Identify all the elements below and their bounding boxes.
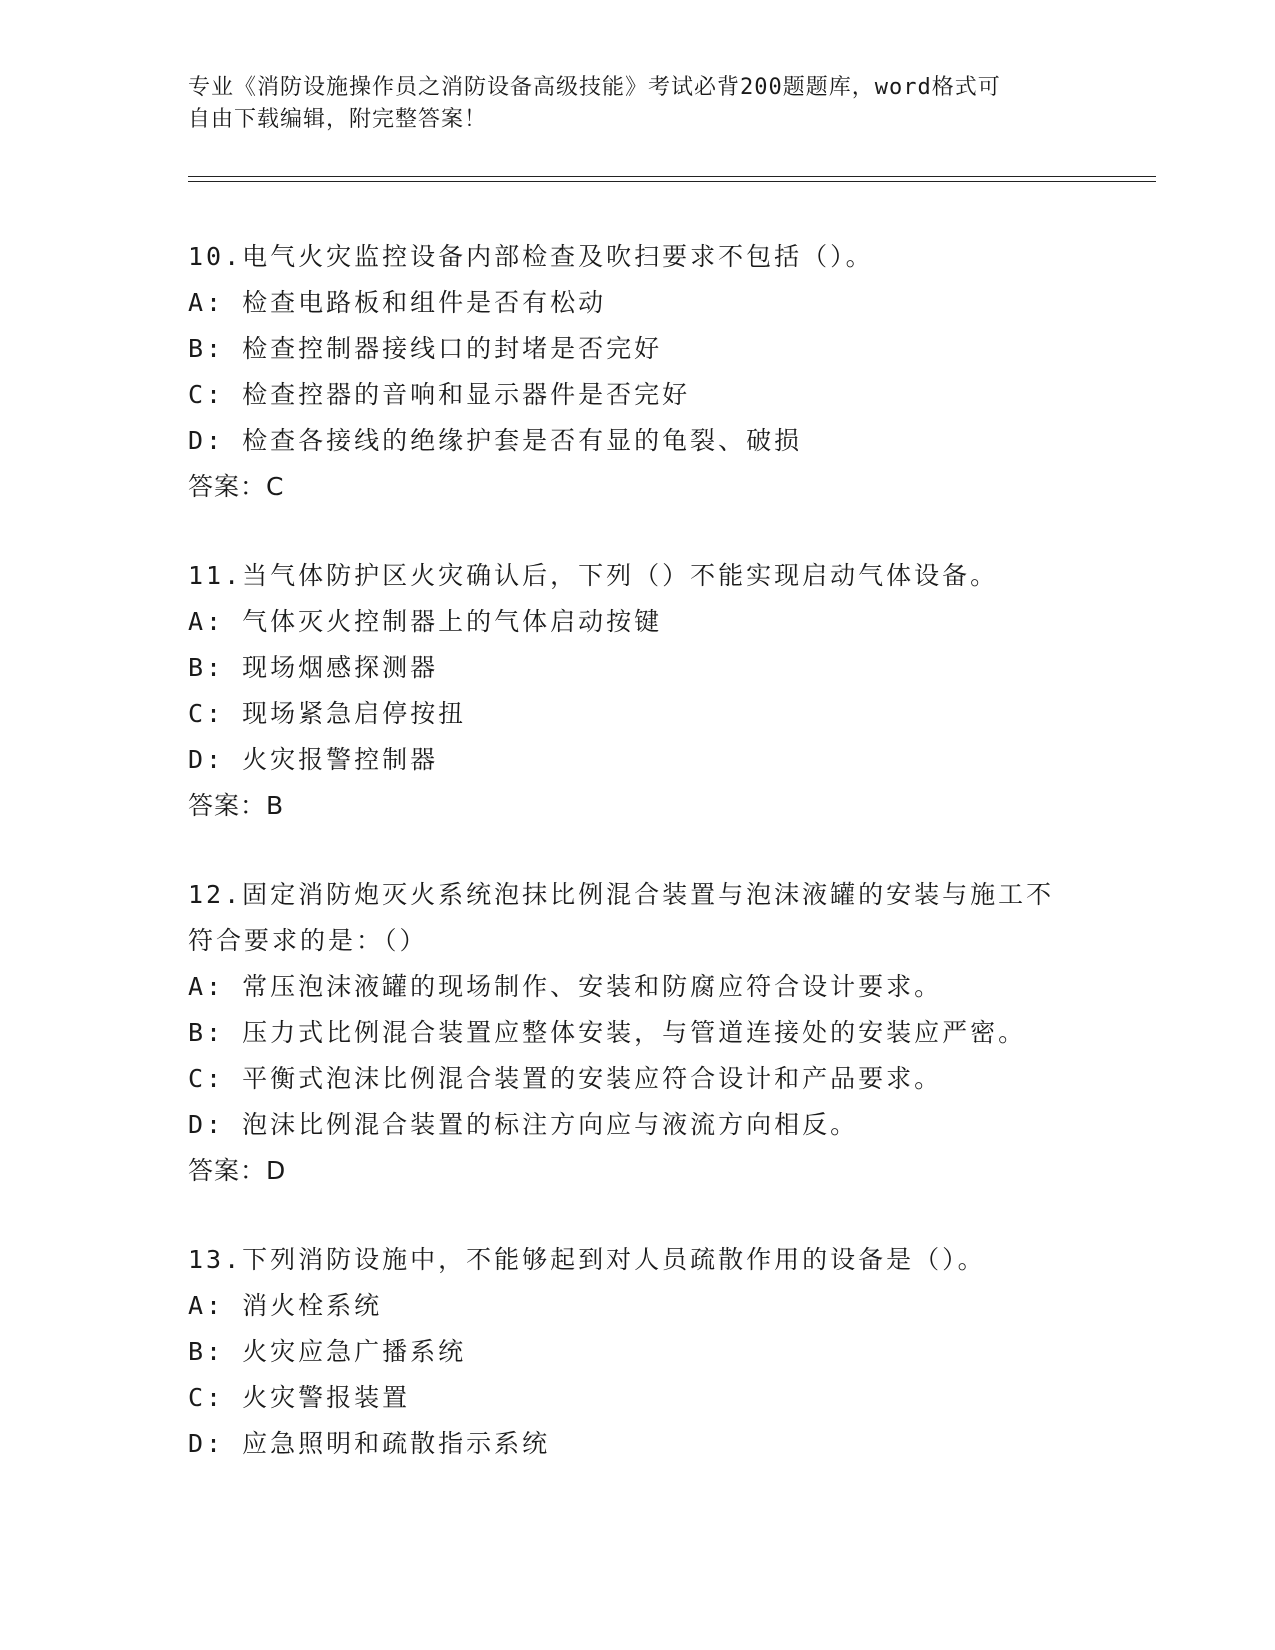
option-d: D: 检查各接线的绝缘护套是否有显的龟裂、破损 [188, 426, 803, 455]
header-line-1: 专业《消防设施操作员之消防设备高级技能》考试必背200题题库，word格式可 [188, 75, 1001, 100]
option-b: B: 检查控制器接线口的封堵是否完好 [188, 334, 663, 363]
answer: 答案：B [188, 791, 285, 820]
option-c: C: 检查控器的音响和显示器件是否完好 [188, 380, 691, 409]
option-b: B: 现场烟感探测器 [188, 653, 439, 682]
option-a: A: 气体灭火控制器上的气体启动按键 [188, 607, 663, 636]
question-stem: 10.电气火灾监控设备内部检查及吹扫要求不包括（）。 [188, 242, 874, 271]
header-divider-bottom [188, 181, 1156, 182]
question-stem-continued: 符合要求的是：（） [188, 926, 428, 955]
answer: 答案：C [188, 472, 285, 501]
question-stem: 13.下列消防设施中，不能够起到对人员疏散作用的设备是（）。 [188, 1245, 986, 1274]
option-c: C: 火灾警报装置 [188, 1383, 411, 1412]
question-10 [188, 234, 1088, 510]
option-d: D: 火灾报警控制器 [188, 745, 439, 774]
question-11 [188, 553, 1088, 829]
option-a: A: 常压泡沫液罐的现场制作、安装和防腐应符合设计要求。 [188, 972, 943, 1001]
question-stem: 12.固定消防炮灭火系统泡抹比例混合装置与泡沫液罐的安装与施工不 [188, 880, 1055, 909]
question-stem: 11.当气体防护区火灾确认后，下列（）不能实现启动气体设备。 [188, 561, 999, 590]
option-a: A: 消火栓系统 [188, 1291, 383, 1320]
question-13 [188, 1237, 1088, 1467]
option-c: C: 平衡式泡沫比例混合装置的安装应符合设计和产品要求。 [188, 1064, 943, 1093]
option-b: B: 压力式比例混合装置应整体安装，与管道连接处的安装应严密。 [188, 1018, 1027, 1047]
option-d: D: 泡沫比例混合装置的标注方向应与液流方向相反。 [188, 1110, 859, 1139]
option-c: C: 现场紧急启停按扭 [188, 699, 467, 728]
header-line-2: 自由下载编辑，附完整答案！ [188, 107, 488, 132]
option-a: A: 检查电路板和组件是否有松动 [188, 288, 607, 317]
answer: 答案：D [188, 1156, 287, 1185]
option-b: B: 火灾应急广播系统 [188, 1337, 467, 1366]
document-header [188, 72, 1088, 136]
question-12 [188, 872, 1088, 1194]
option-d: D: 应急照明和疏散指示系统 [188, 1429, 551, 1458]
header-divider-top [188, 176, 1156, 177]
